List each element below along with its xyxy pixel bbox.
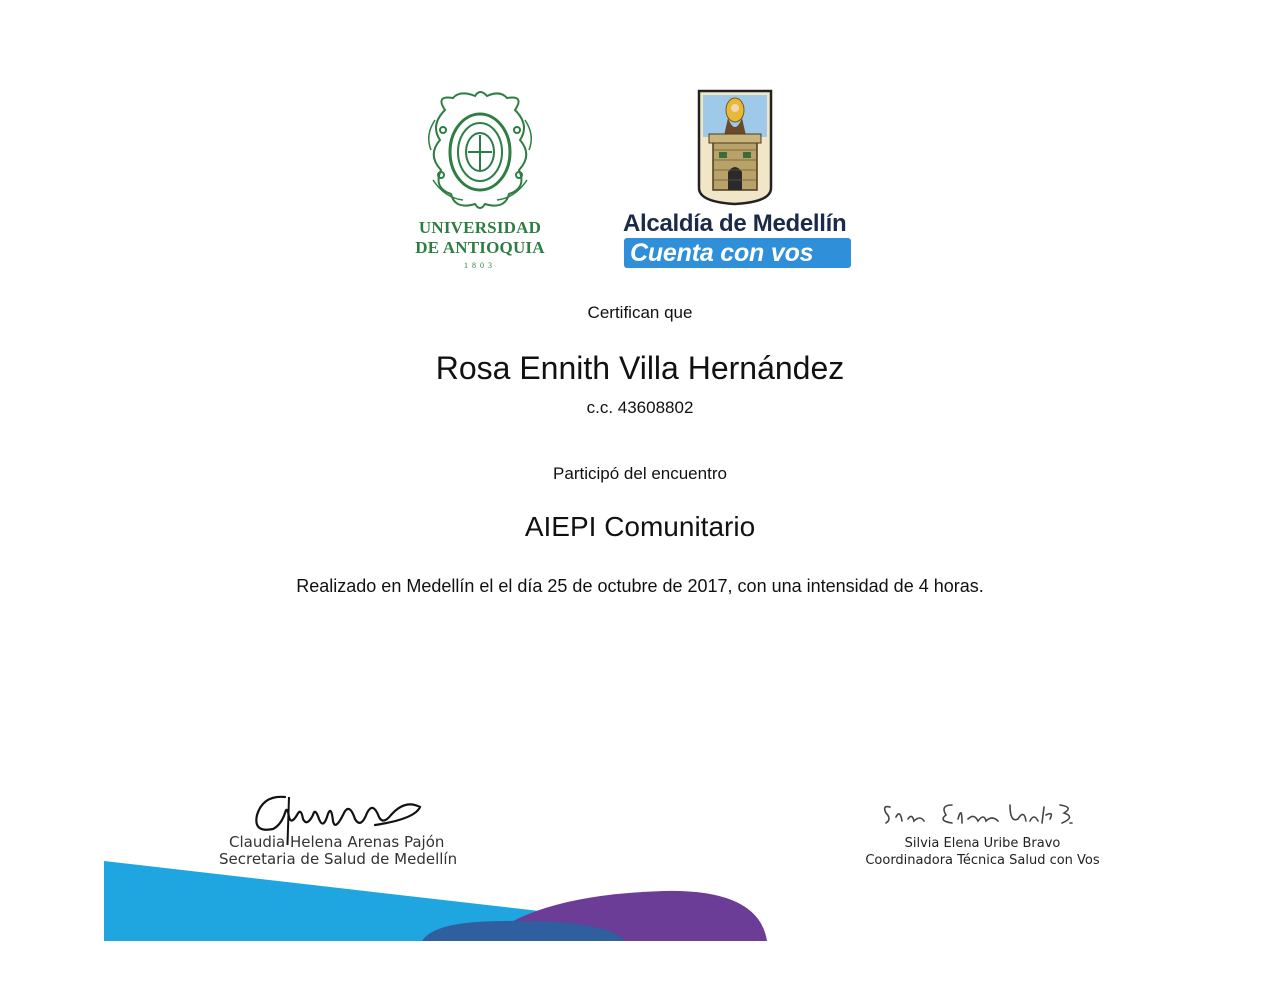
handwritten-signature-right [860,795,1105,833]
certifican-label: Certifican que [587,303,693,322]
signer-right-role: Coordinadora Técnica Salud con Vos [865,853,1100,868]
alcaldia-slogan: Cuenta con vos [630,239,814,267]
signer-left-role: Secretaria de Salud de Medellín [219,850,458,868]
alcaldia-slogan-band [624,238,851,268]
alcaldia-title: Alcaldía de Medellín [623,210,847,237]
event-details: Realizado en Medellín el el día 25 de octubre de 2017, con una intensidad de 4 horas. [296,576,984,596]
university-name-line2: DE ANTIOQUIA [415,238,545,257]
university-name-line1: UNIVERSIDAD [418,218,542,237]
signer-right-name: Silvia Elena Uribe Bravo [904,836,1061,851]
signer-left-name: Claudia Helena Arenas Pajón [229,833,445,851]
event-name: AIEPI Comunitario [524,511,756,542]
participo-label: Participó del encuentro [553,464,727,483]
footer-decorative-shapes [104,855,769,941]
medellin-coat-of-arms-icon [695,88,775,206]
signature-right-block [860,795,1105,875]
university-seal-icon [405,90,555,215]
recipient-name: Rosa Ennith Villa Hernández [435,350,845,386]
universidad-de-antioquia-logo [405,90,555,275]
university-year: 1803 [464,261,496,270]
recipient-id: c.c. 43608802 [586,398,694,417]
alcaldia-medellin-logo [620,88,855,273]
